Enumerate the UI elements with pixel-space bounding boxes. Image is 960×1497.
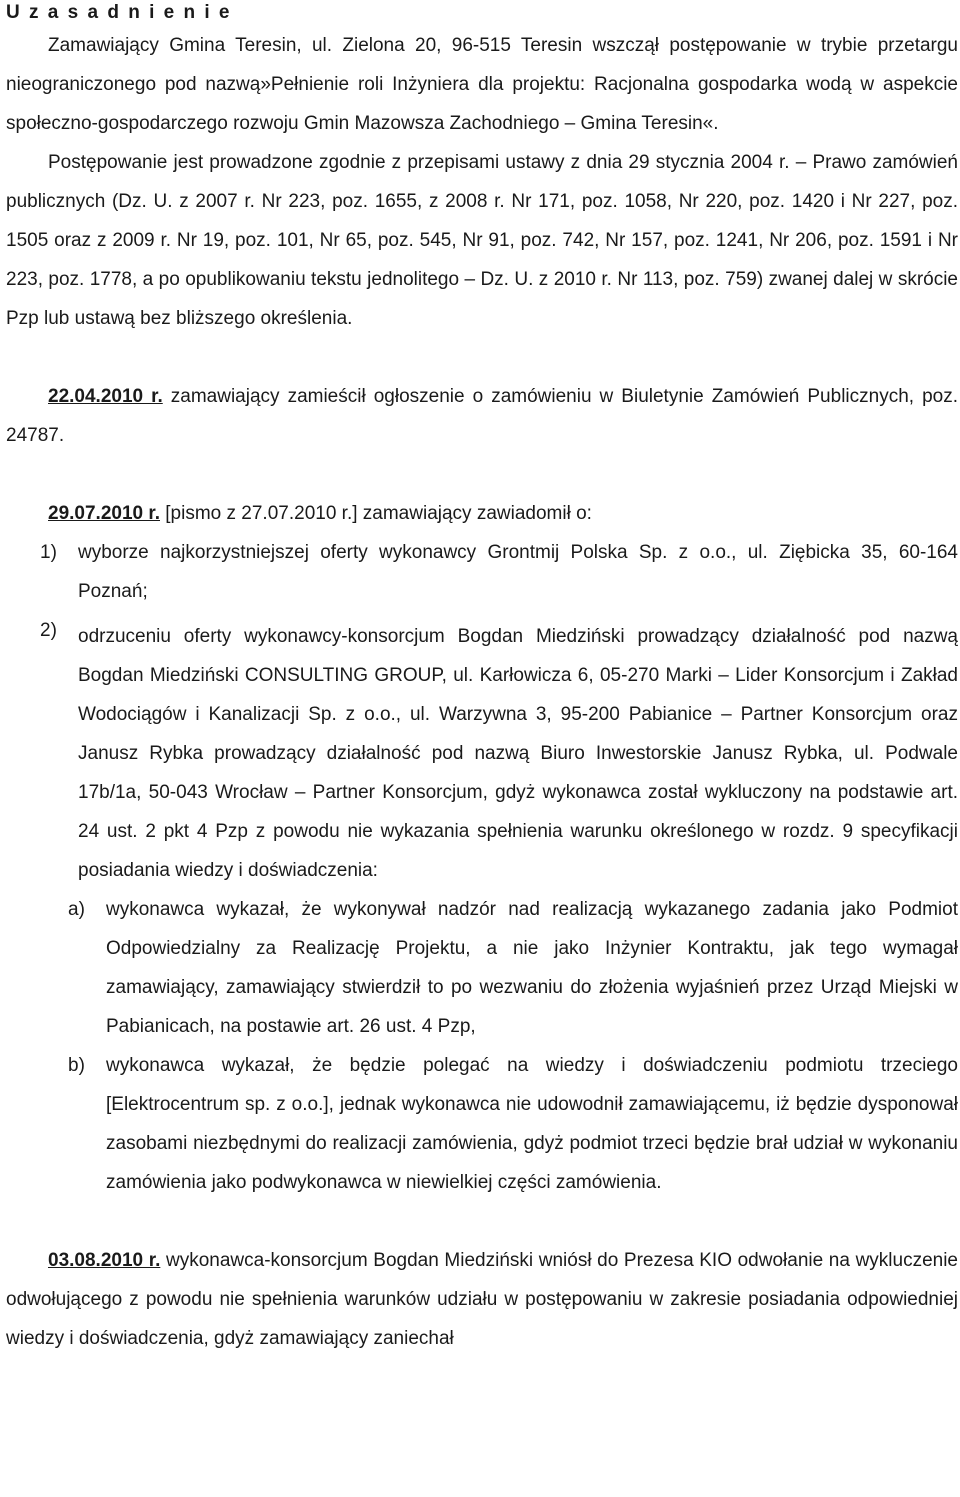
event-appeal [6, 1241, 958, 1358]
notification-list [6, 533, 958, 890]
event-date: 03.08.2010 r. [48, 1250, 161, 1271]
event-text: zamawiający zamieścił ogłoszenie o zamówieniu w Biuletynie Zamówień Publicznych, poz. 24787. [6, 386, 958, 446]
list-item [6, 890, 958, 1046]
list-item [6, 611, 958, 890]
spacer [6, 1202, 958, 1241]
event-announcement [6, 377, 958, 455]
list-marker: 2) [40, 620, 57, 641]
legal-basis-paragraph: Postępowanie jest prowadzone zgodnie z przepisami ustawy z dnia 29 stycznia 2004 r. – Prawo zamówień publicznych (Dz. U. z 2007 r. Nr 223, poz. 1655, z 2008 r. Nr 171, poz. 1058, Nr 220, poz. 1420 i Nr 227, poz. 1505 oraz z 2009 r. Nr 19, poz. 101, Nr 65, poz. 545, Nr 91, poz. 742, Nr 157, poz. 1241, Nr 206, poz. 1591 i Nr 223, poz. 1778, a po opublikowaniu tekstu jednolitego – Dz. U. z 2010 r. Nr 113, poz. 759) zwanej dalej w skrócie Pzp lub ustawą bez bliższego określenia. [6, 152, 958, 329]
spacer [6, 338, 958, 377]
list-item-text: wyborze najkorzystniejszej oferty wykonawcy Grontmij Polska Sp. z o.o., ul. Ziębicka 35, 60-164 Poznań; [78, 542, 958, 602]
intro-paragraph: Zamawiający Gmina Teresin, ul. Zielona 20, 96-515 Teresin wszczął postępowanie w trybie przetargu nieograniczonego pod nazwą»Pełnienie roli Inżyniera dla projektu: Racjonalna gospodarka wodą w aspekcie społeczno-gospodarczego rozwoju Gmin Mazowsza Zachodniego – Gmina Teresin«. [6, 35, 958, 134]
list-item-text: wykonawca wykazał, że będzie polegać na wiedzy i doświadczeniu podmiotu trzeciego [Elektrocentrum sp. z o.o.], jednak wykonawca nie udowodnił zamawiającemu, iż będzie dysponował zasobami niezbędnymi do realizacji zamówienia, gdyż podmiot trzeci będzie brał udział w wykonaniu zamówienia jako podwykonawca w niewielkiej części zamówienia. [106, 1055, 958, 1193]
list-item-text: odrzuceniu oferty wykonawcy-konsorcjum Bogdan Miedziński prowadzący działalność pod nazwą Bogdan Miedziński CONSULTING GROUP, ul. Karłowicza 6, 05-270 Marki – Lider Konsorcjum i Zakład Wodociągów i Kanalizacji Sp. z o.o., ul. Warzywna 3, 95-200 Pabianice – Partner Konsorcjum oraz Janusz Rybka prowadzący działalność pod nazwą Biuro Inwestorskie Janusz Rybka, ul. Podwale 17b/1a, 50-043 Wrocław – Partner Konsorcjum, gdyż wykonawca został wykluczony na podstawie art. 24 ust. 2 pkt 4 Pzp z powodu nie wykazania spełnienia warunku określonego w rozdz. 9 specyfikacji posiadania wiedzy i doświadczenia: [78, 626, 958, 881]
list-item-text: wykonawca wykazał, że wykonywał nadzór nad realizacją wykazanego zadania jako Podmiot Odpowiedzialny za Realizację Projektu, a nie jako Inżynier Kontraktu, jak tego wymagał zamawiający, zamawiający stwierdził to po wezwaniu do złożenia wyjaśnień przez Urząd Miejski w Pabianicach, na postawie art. 26 ust. 4 Pzp, [106, 899, 958, 1037]
list-marker: b) [68, 1055, 85, 1076]
list-marker: a) [68, 899, 85, 920]
document-page [6, 0, 958, 1358]
list-marker: 1) [40, 542, 57, 563]
event-text: [pismo z 27.07.2010 r.] zamawiający zawiadomił o: [160, 503, 592, 524]
list-item [6, 533, 958, 611]
list-item [6, 1046, 958, 1202]
event-text: wykonawca-konsorcjum Bogdan Miedziński wniósł do Prezesa KIO odwołanie na wykluczenie odwołującego z powodu nie spełnienia warunków udziału w postępowaniu w zakresie posiadania odpowiedniej wiedzy i doświadczenia, gdyż zamawiający zaniechał [6, 1250, 958, 1349]
spacer [6, 455, 958, 494]
event-notification [6, 494, 958, 533]
event-date: 22.04.2010 r. [48, 386, 163, 407]
reasons-list [6, 890, 958, 1202]
event-date: 29.07.2010 r. [48, 503, 160, 524]
section-heading: U z a s a d n i e n i e [6, 2, 232, 23]
